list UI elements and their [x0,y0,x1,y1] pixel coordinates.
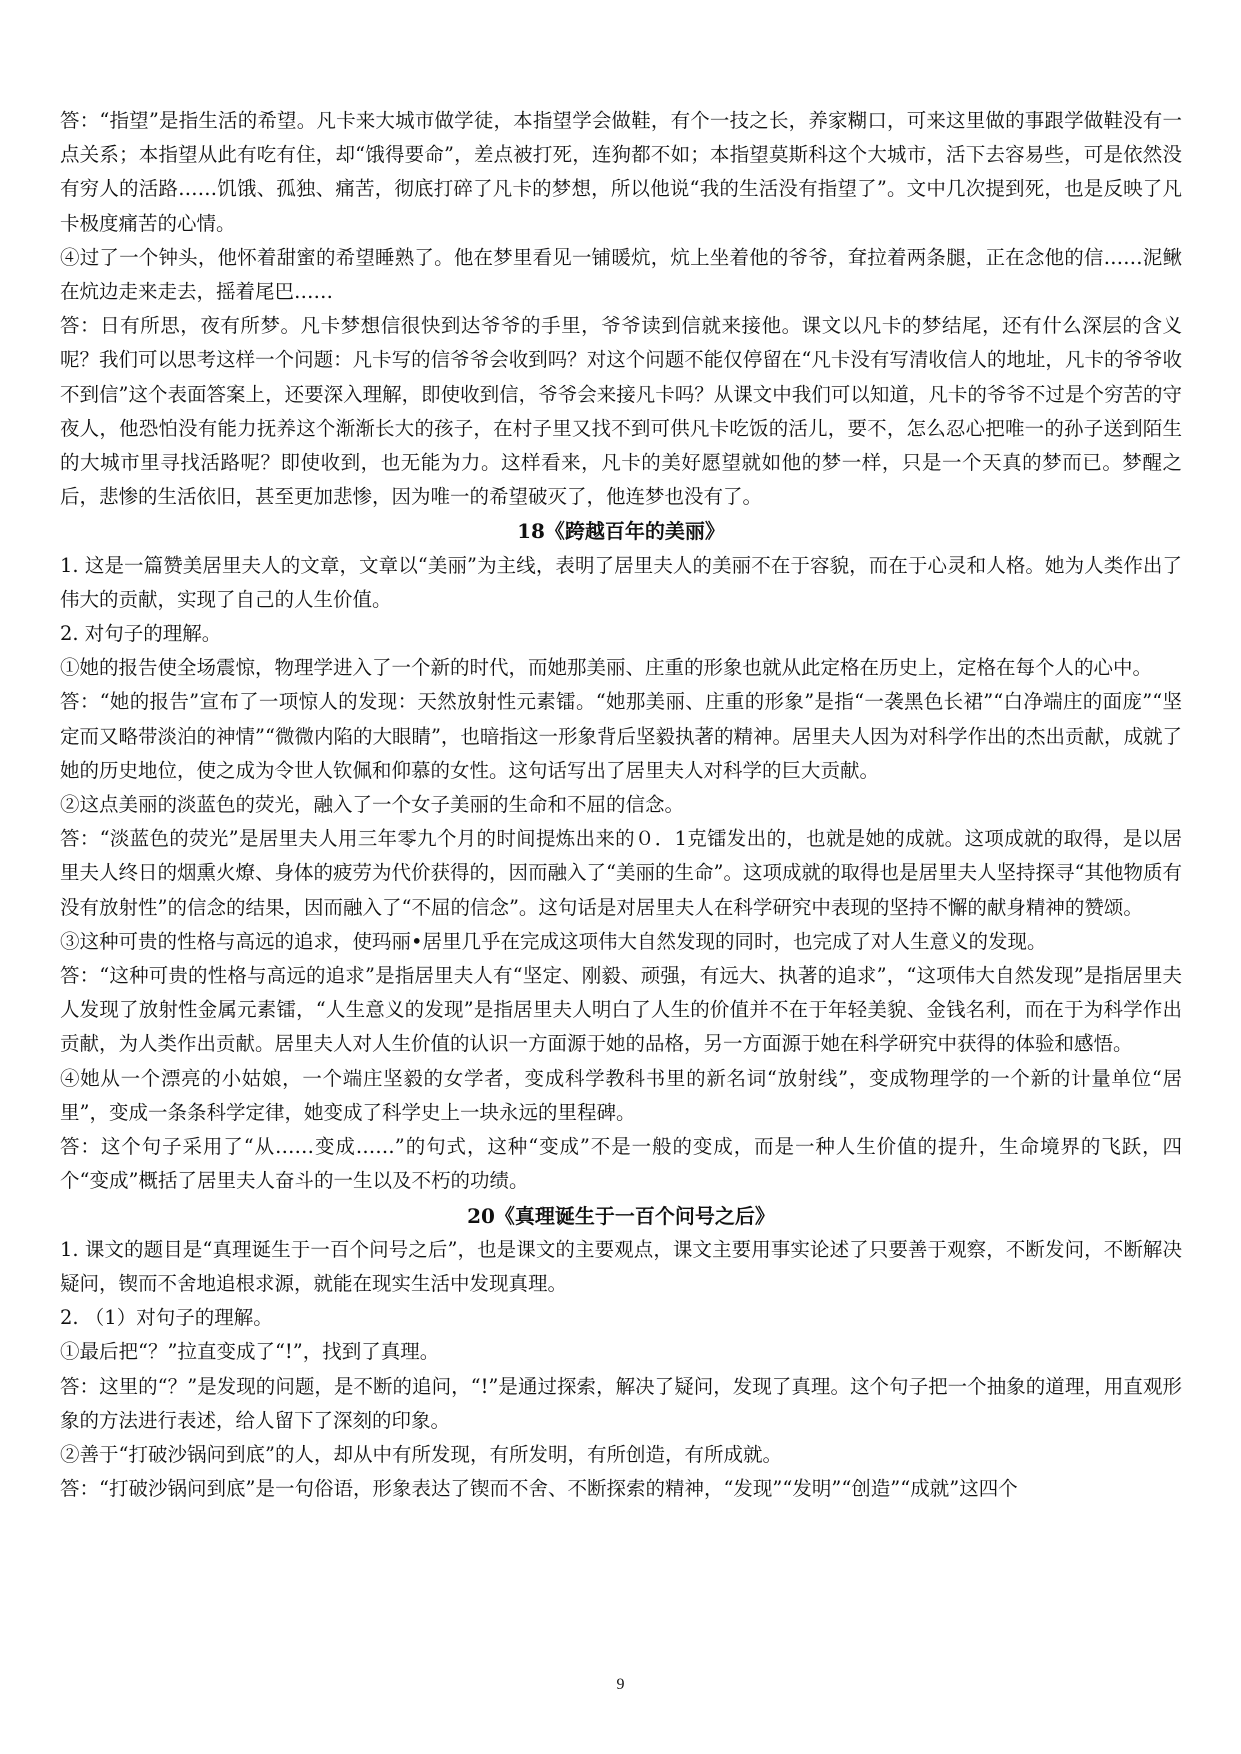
paragraph: ①她的报告使全场震惊，物理学进入了一个新的时代，而她那美丽、庄重的形象也就从此定格在历史上，定格在每个人的心中。 [60,656,1153,680]
paragraph: ④她从一个漂亮的小姑娘，一个端庄坚毅的女学者，变成科学教科书里的新名词“放射线”，变成物理学的一个新的计量单位“居里”，变成一条条科学定律，她变成了科学史上一块永远的里程碑。 [60,1066,1182,1124]
paragraph: 答：这里的“？”是发现的问题，是不断的追问，“!”是通过探索，解决了疑问，发现了真理。这个句子把一个抽象的道理，用直观形象的方法进行表述，给人留下了深刻的印象。 [60,1374,1182,1432]
paragraph: 答：“这种可贵的性格与高远的追求”是指居里夫人有“坚定、刚毅、顽强，有远大、执著的追求”，“这项伟大自然发现”是指居里夫人发现了放射性金属元素镭，“人生意义的发现”是指居里夫人明白了人生的价值并不在于年轻美貌、金钱名利，而在于为科学作出贡献，为人类作出贡献。居里夫人对人生价值的认识一方面源于她的品格，另一方面源于她在科学研究中获得的体验和感悟。 [60,964,1182,1056]
paragraph: 答：“淡蓝色的荧光”是居里夫人用三年零九个月的时间提炼出来的０．1克镭发出的，也就是她的成就。这项成就的取得，是以居里夫人终日的烟熏火燎、身体的疲劳为代价获得的，因而融入了“美丽的生命”。这项成就的取得也是居里夫人坚持探寻“其他物质有没有放射性”的信念的结果，因而融入了“不屈的信念”。这句话是对居里夫人在科学研究中表现的坚持不懈的献身精神的赞颂。 [60,827,1182,919]
document-body [60,104,1182,1506]
section-heading: 18《跨越百年的美丽》 [517,519,725,544]
paragraph: ②善于“打破沙锅问到底”的人，却从中有所发现，有所发明，有所创造，有所成就。 [60,1442,782,1466]
paragraph: ①最后把“？”拉直变成了“!”，找到了真理。 [60,1340,440,1364]
paragraph: 答：“她的报告”宣布了一项惊人的发现：天然放射性元素镭。“她那美丽、庄重的形象”是指“一袭黑色长裙”“白净端庄的面庞”“坚定而又略带淡泊的神情”“微微内陷的大眼睛”，也暗指这一形象背后坚毅执著的精神。居里夫人因为对科学作出的杰出贡献，成就了她的历史地位，使之成为令世人钦佩和仰慕的女性。这句话写出了居里夫人对科学的巨大贡献。 [60,690,1182,782]
page-number: 9 [616,1676,625,1693]
paragraph: 2. 对句子的理解。 [60,622,222,646]
paragraph: 2. （1）对句子的理解。 [60,1306,273,1330]
paragraph: 1. 这是一篇赞美居里夫人的文章，文章以“美丽”为主线，表明了居里夫人的美丽不在于容貌，而在于心灵和人格。她为人类作出了伟大的贡献，实现了自己的人生价值。 [60,553,1182,611]
section-heading: 20《真理诞生于一百个问号之后》 [467,1203,775,1228]
paragraph: ②这点美丽的淡蓝色的荧光，融入了一个女子美丽的生命和不屈的信念。 [60,793,685,817]
paragraph: 1. 课文的题目是“真理诞生于一百个问号之后”，也是课文的主要观点，课文主要用事实论述了只要善于观察，不断发问，不断解决疑问，锲而不舍地追根求源，就能在现实生活中发现真理。 [60,1237,1182,1295]
paragraph: 答：日有所思，夜有所梦。凡卡梦想信很快到达爷爷的手里，爷爷读到信就来接他。课文以凡卡的梦结尾，还有什么深层的含义呢？我们可以思考这样一个问题：凡卡写的信爷爷会收到吗？对这个问题不能仅停留在“凡卡没有写清收信人的地址，凡卡的爷爷收不到信”这个表面答案上，还要深入理解，即使收到信，爷爷会来接凡卡吗？从课文中我们可以知道，凡卡的爷爷不过是个穷苦的守夜人，他恐怕没有能力抚养这个渐渐长大的孩子，在村子里又找不到可供凡卡吃饭的活儿，要不，怎么忍心把唯一的孙子送到陌生的大城市里寻找活路呢？即使收到，也无能为力。这样看来，凡卡的美好愿望就如他的梦一样，只是一个天真的梦而已。梦醒之后，悲惨的生活依旧，甚至更加悲惨，因为唯一的希望破灭了，他连梦也没有了。 [60,314,1182,509]
paragraph: ④过了一个钟头，他怀着甜蜜的希望睡熟了。他在梦里看见一铺暖炕，炕上坐着他的爷爷，耷拉着两条腿，正在念他的信……泥鳅在炕边走来走去，摇着尾巴…… [60,245,1182,304]
paragraph: 答：这个句子采用了“从……变成……”的句式，这种“变成”不是一般的变成，而是一种人生价值的提升，生命境界的飞跃，四个“变成”概括了居里夫人奋斗的一生以及不朽的功绩。 [60,1135,1182,1193]
paragraph: 答：“指望”是指生活的希望。凡卡来大城市做学徒，本指望学会做鞋，有个一技之长，养家糊口，可来这里做的事跟学做鞋没有一点关系；本指望从此有吃有住，却“饿得要命”，差点被打死，连狗都不如；本指望莫斯科这个大城市，活下去容易些，可是依然没有穷人的活路……饥饿、孤独、痛苦，彻底打碎了凡卡的梦想，所以他说“我的生活没有指望了”。文中几次提到死，也是反映了凡卡极度痛苦的心情。 [60,109,1182,235]
paragraph: 答：“打破沙锅问到底”是一句俗语，形象表达了锲而不舍、不断探索的精神，“发现”“发明”“创造”“成就”这四个 [60,1477,1018,1501]
paragraph: ③这种可贵的性格与高远的追求，使玛丽•居里几乎在完成这项伟大自然发现的同时，也完成了对人生意义的发现。 [60,929,1047,953]
